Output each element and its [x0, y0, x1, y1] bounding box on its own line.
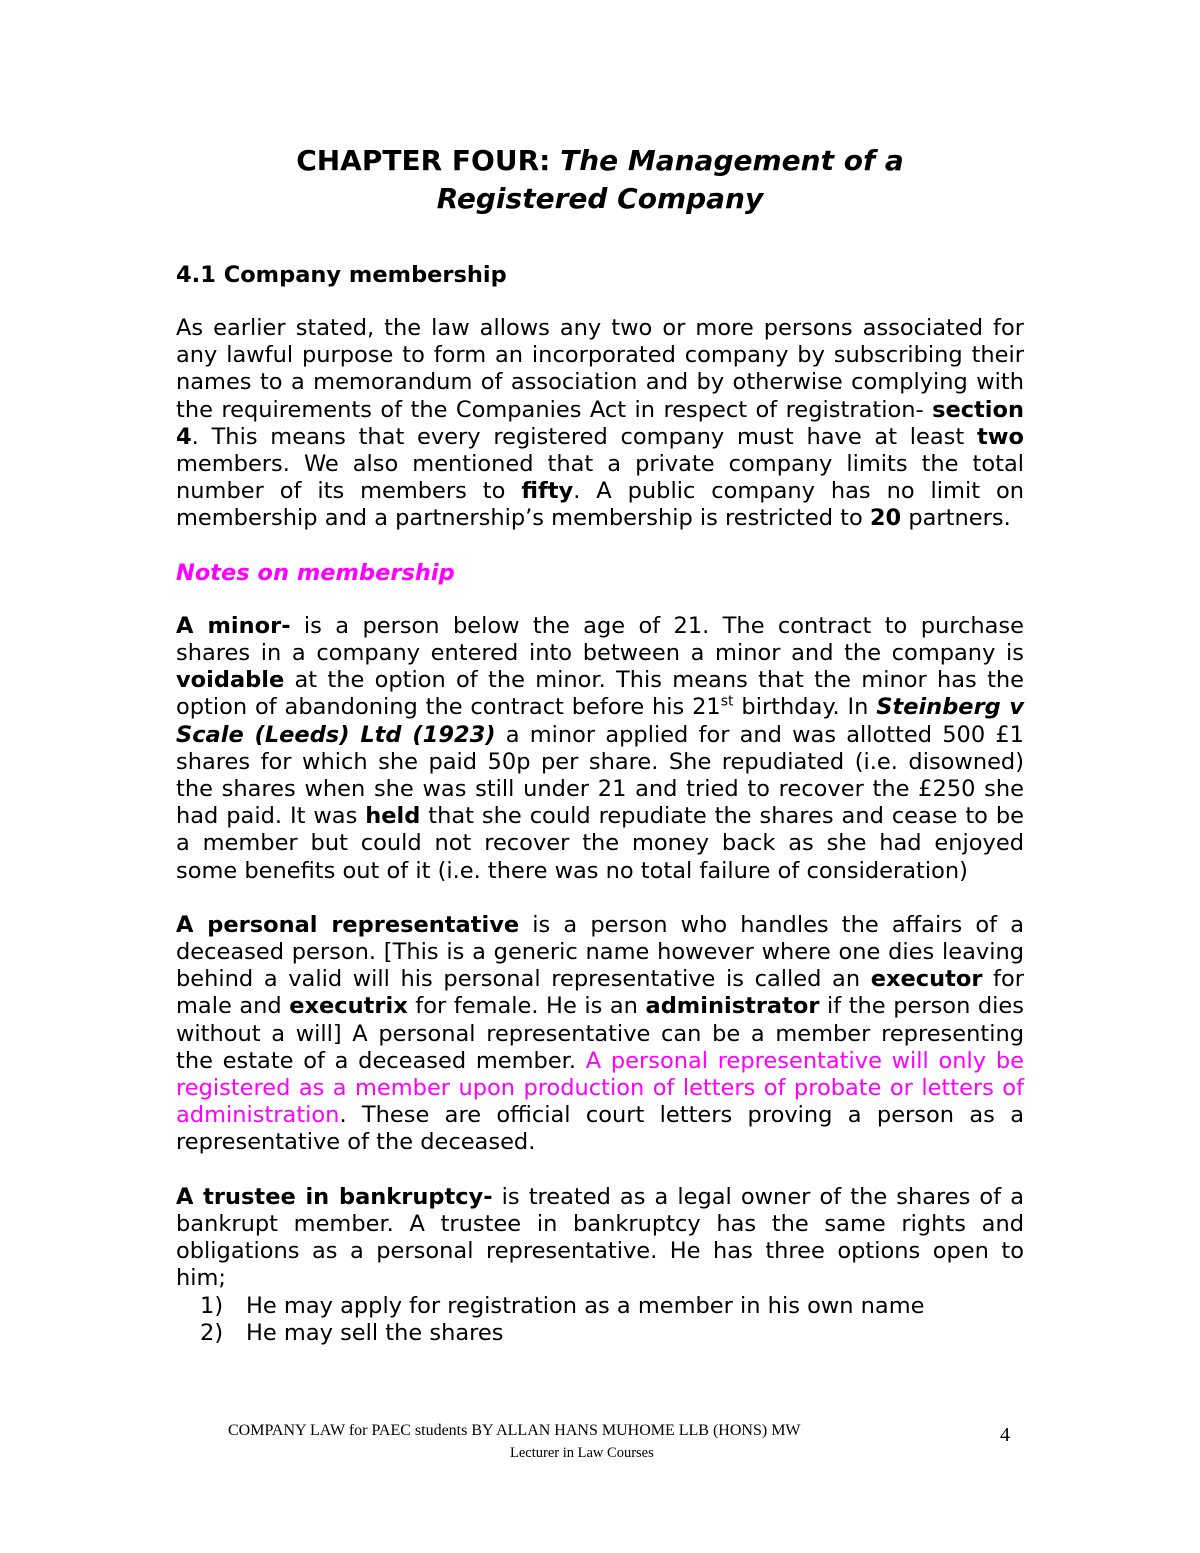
list-item-number: 2) — [200, 1319, 224, 1346]
intro-bold-fifty: fifty — [521, 478, 574, 505]
list-item — [176, 1293, 1024, 1320]
intro-paragraph — [176, 315, 1024, 533]
trustee-text-1: is treated as a legal owner of the shares of a bankrupt member. A trustee in bankruptcy has the same rights and obligations as a personal representative. He has three options open to him; — [176, 1183, 1024, 1292]
personal-representative-paragraph — [176, 912, 1024, 1157]
notes-heading: Notes on membership — [176, 559, 455, 586]
intro-bold-twenty: 20 — [869, 505, 902, 532]
list-item — [176, 1320, 1024, 1347]
trustee-options-list — [176, 1293, 1024, 1347]
minor-bold-voidable: voidable — [176, 667, 285, 694]
personal-rep-bold-administrator: administrator — [645, 993, 820, 1020]
intro-bold-two: two — [977, 423, 1024, 450]
personal-rep-text-1: is a person who handles the affairs of a deceased person. [This is a generic name however where one dies leaving behind a valid will his personal representative is called an — [176, 911, 1024, 993]
minor-text-1: is a person below the age of 21. The contract to purchase shares in a company entered into between a minor and the company is — [176, 612, 1024, 667]
personal-rep-text-4: if the person dies without a will] A personal representative can be a member representing the estate of a deceased member. — [176, 993, 1024, 1074]
page-body — [176, 142, 1024, 1347]
page-number: 4 — [1000, 1424, 1010, 1446]
intro-text-5: partners. — [901, 505, 1011, 532]
chapter-title-line2: Registered Company — [436, 182, 764, 215]
footer-line-1: COMPANY LAW for PAEC students BY ALLAN HANS MUHOME LLB (HONS) MW — [228, 1422, 801, 1439]
intro-text-2: . This means that every registered company must have at least — [191, 423, 977, 450]
personal-rep-text-5: . These are official court letters proving a person as a representative of the deceased. — [176, 1102, 1024, 1156]
footer-line-2: Lecturer in Law Courses — [510, 1445, 654, 1461]
minor-superscript: st — [720, 693, 734, 710]
minor-text-5: that she could repudiate the shares and cease to be a member but could not recover the money back as she had enjoyed some benefits out of it (i.e. there was no total failure of consideration) — [176, 803, 1024, 884]
intro-text-3: members. We also mentioned that a private company limits the total number of its members to — [176, 451, 1024, 505]
section-heading: 4.1 Company membership — [176, 262, 507, 288]
trustee-paragraph — [176, 1184, 1024, 1293]
case-citation: Steinberg v Scale (Leeds) Ltd (1923) — [176, 694, 1024, 748]
personal-rep-bold-executrix: executrix — [289, 993, 408, 1020]
personal-rep-bold-executor: executor — [870, 966, 983, 993]
chapter-title-line1: The Management of a — [560, 144, 904, 177]
minor-text-2: at the option of the minor. This means that the minor has the option of abandoning the contract before his 21 — [176, 667, 1024, 721]
trustee-term: A trustee in bankruptcy- — [176, 1183, 493, 1210]
personal-rep-text-3: for female. He is an — [407, 993, 646, 1020]
minor-term: A minor- — [176, 612, 291, 639]
intro-bold-section: section 4 — [176, 396, 1024, 450]
personal-rep-highlight: A personal representative will only be registered as a member upon production of letters of probate or letters of administration — [176, 1047, 1024, 1129]
intro-text-4: . A public company has no limit on membership and a partnership’s membership is restricted to — [176, 478, 1025, 532]
minor-text-4: a minor applied for and was allotted 500 £1 shares for which she paid 50p per share. She repudiated (i.e. disowned) the shares when she was still under 21 and tried to recover the £250 she had paid. It was — [176, 721, 1024, 830]
list-item-text: He may sell the shares — [246, 1319, 504, 1346]
personal-rep-text-2: for male and — [176, 966, 1024, 1020]
chapter-title-lead: CHAPTER FOUR: — [296, 144, 561, 177]
minor-paragraph — [176, 613, 1024, 885]
chapter-title — [176, 142, 1024, 218]
minor-text-3: birthday. In — [733, 694, 877, 721]
intro-text-1: As earlier stated, the law allows any two or more persons associated for any lawful purpose to form an incorporated company by subscribing their names to a memorandum of association and by otherwise complying with the requirements of the Companies Act in respect of registration- — [176, 315, 1024, 423]
list-item-text: He may apply for registration as a member in his own name — [246, 1292, 925, 1319]
minor-bold-held: held — [365, 803, 421, 830]
personal-rep-term: A personal representative — [176, 911, 520, 938]
list-item-number: 1) — [200, 1292, 224, 1319]
